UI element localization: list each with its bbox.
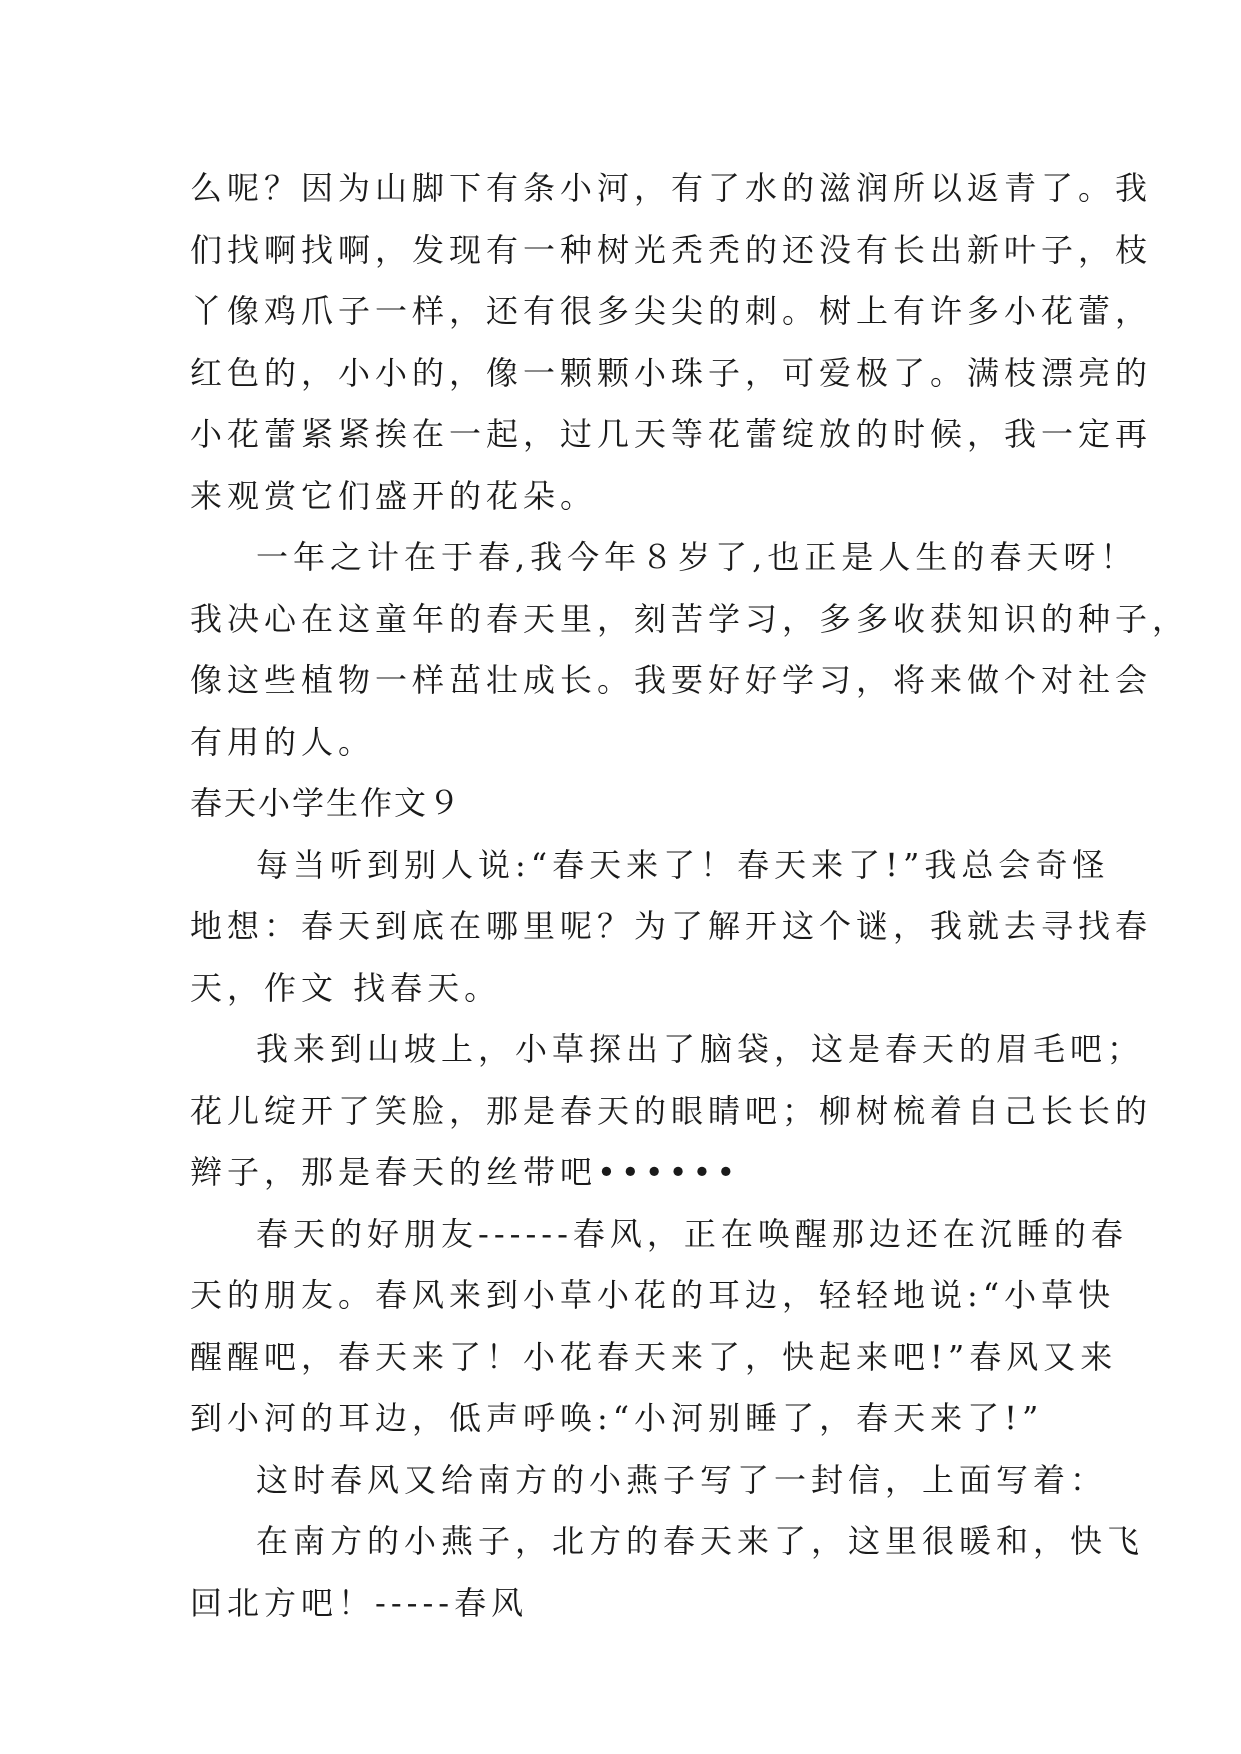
essay-body: [190, 158, 1190, 1634]
text-line: 回北方吧！-----春风: [190, 1583, 529, 1622]
paragraph-start: 每当听到别人说:“春天来了！春天来了!”我总会奇怪: [256, 845, 1110, 884]
text-line: 辫子，那是春天的丝带吧••••••: [190, 1153, 741, 1191]
text-line: 么呢？因为山脚下有条小河，有了水的滋润所以返青了。我: [190, 169, 1153, 207]
paragraph-start: 春天的好朋友------春风，正在唤醒那边还在沉睡的春: [256, 1214, 1128, 1253]
text-line: 小花蕾紧紧挨在一起，过几天等花蕾绽放的时候，我一定再: [190, 415, 1153, 453]
text-line: 天的朋友。春风来到小草小花的耳边，轻轻地说:“小草快: [190, 1276, 1116, 1314]
paragraph-start: 一年之计在于春,我今年８岁了,也正是人生的春天呀！: [256, 538, 1138, 576]
paragraph-start: 我来到山坡上，小草探出了脑袋，这是春天的眉毛吧；: [256, 1030, 1145, 1068]
text-line: 们找啊找啊，发现有一种树光秃秃的还没有长出新叶子，枝: [190, 230, 1153, 269]
text-line: 到小河的耳边，低声呼唤:“小河别睡了，春天来了!”: [190, 1399, 1044, 1437]
text-line: 红色的，小小的，像一颗颗小珠子，可爱极了。满枝漂亮的: [190, 353, 1153, 392]
text-line: 天，作文 找春天。: [190, 968, 502, 1007]
text-line: 我决心在这童年的春天里，刻苦学习，多多收获知识的种子，: [190, 599, 1190, 638]
text-line: 地想：春天到底在哪里呢？为了解开这个谜，我就去寻找春: [190, 907, 1153, 945]
text-line: 花儿绽开了笑脸，那是春天的眼睛吧；柳树梳着自己长长的: [190, 1091, 1153, 1130]
text-line: 有用的人。: [190, 722, 376, 761]
text-line: 醒醒吧，春天来了！小花春天来了，快起来吧!”春风又来: [190, 1337, 1118, 1376]
section-heading: 春天小学生作文９: [190, 784, 463, 822]
text-line: 丫像鸡爪子一样，还有很多尖尖的刺。树上有许多小花蕾，: [190, 292, 1153, 330]
paragraph-start: 这时春风又给南方的小燕子写了一封信，上面写着：: [256, 1460, 1108, 1499]
text-line: 来观赏它们盛开的花朵。: [190, 476, 598, 515]
paragraph-start: 在南方的小燕子，北方的春天来了，这里很暖和，快飞: [256, 1522, 1145, 1560]
text-line: 像这些植物一样茁壮成长。我要好好学习，将来做个对社会: [190, 661, 1153, 699]
